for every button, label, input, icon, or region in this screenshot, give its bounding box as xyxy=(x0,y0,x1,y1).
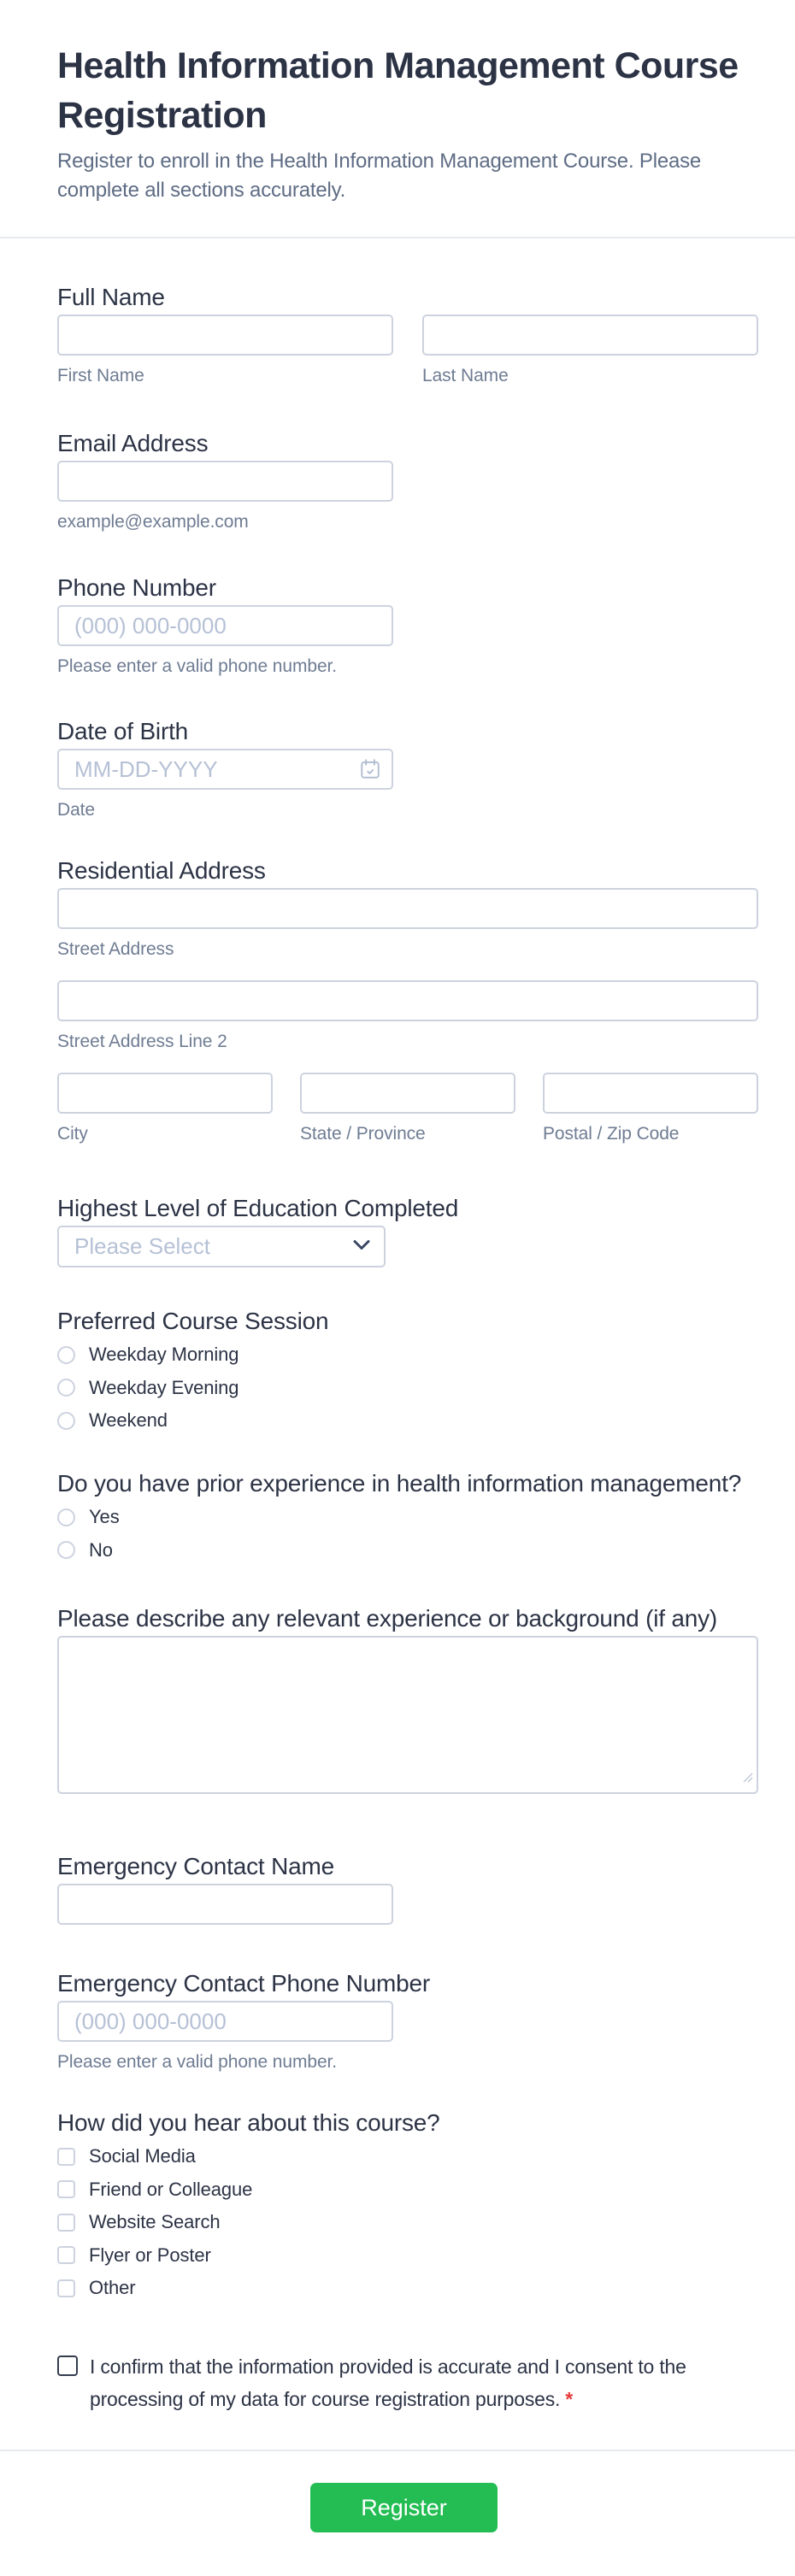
postal-sublabel: Postal / Zip Code xyxy=(543,1124,680,1144)
consent-checkbox[interactable] xyxy=(57,2355,78,2376)
street-address-input[interactable] xyxy=(57,888,758,929)
experience-label: Do you have prior experience in health information management? xyxy=(57,1470,742,1497)
consent-text: I confirm that the information provided is accurate and I consent to the processing of my data for course registration purposes. * xyxy=(90,2355,686,2410)
calendar-icon[interactable] xyxy=(359,758,381,785)
describe-label: Please describe any relevant experience or background (if any) xyxy=(57,1605,718,1632)
field-experience xyxy=(57,1468,758,1567)
field-emergency-name xyxy=(57,1851,758,1925)
email-label: Email Address xyxy=(57,430,209,456)
emergency-name-label: Emergency Contact Name xyxy=(57,1853,334,1879)
checkbox-option-other[interactable]: Other xyxy=(57,2272,758,2305)
street-address2-sublabel: Street Address Line 2 xyxy=(57,1032,227,1051)
checkbox-option-website-search[interactable]: Website Search xyxy=(57,2206,758,2239)
form-title: Health Information Management Course Registration xyxy=(57,45,739,136)
street-address2-input[interactable] xyxy=(57,980,758,1021)
radio-option-yes[interactable]: Yes xyxy=(57,1501,758,1534)
radio-icon[interactable] xyxy=(57,1541,75,1559)
emergency-name-input[interactable] xyxy=(57,1884,393,1925)
dob-sublabel: Date xyxy=(57,800,95,820)
checkbox-icon[interactable] xyxy=(57,2246,75,2264)
city-sublabel: City xyxy=(57,1124,88,1144)
radio-option-no[interactable]: No xyxy=(57,1534,758,1567)
email-sublabel: example@example.com xyxy=(57,512,249,532)
field-email xyxy=(57,428,758,532)
phone-input[interactable] xyxy=(57,605,393,646)
field-phone xyxy=(57,573,758,677)
state-sublabel: State / Province xyxy=(300,1124,426,1144)
email-input[interactable] xyxy=(57,461,393,502)
full-name-label: Full Name xyxy=(57,284,165,310)
field-session xyxy=(57,1306,758,1438)
city-input[interactable] xyxy=(57,1073,273,1114)
education-select-value: Please Select xyxy=(74,1233,210,1259)
form-subtitle: Register to enroll in the Health Information Management Course. Please complete all sections accurately. xyxy=(57,150,702,202)
education-label: Highest Level of Education Completed xyxy=(57,1195,459,1221)
field-full-name xyxy=(57,282,758,386)
emergency-phone-sublabel: Please enter a valid phone number. xyxy=(57,2052,337,2072)
dob-label: Date of Birth xyxy=(57,718,189,744)
radio-option-weekend[interactable]: Weekend xyxy=(57,1404,758,1438)
checkbox-option-flyer-or-poster[interactable]: Flyer or Poster xyxy=(57,2239,758,2273)
checkbox-icon[interactable] xyxy=(57,2279,75,2297)
education-select[interactable] xyxy=(57,1226,386,1267)
chevron-down-icon xyxy=(353,1239,370,1255)
checkbox-icon[interactable] xyxy=(57,2214,75,2232)
register-button[interactable]: Register xyxy=(310,2483,498,2532)
field-consent xyxy=(57,2350,707,2415)
experience-textarea[interactable] xyxy=(57,1636,758,1794)
field-referral xyxy=(57,2108,758,2305)
state-input[interactable] xyxy=(300,1073,515,1114)
required-asterisk: * xyxy=(565,2388,573,2410)
phone-sublabel: Please enter a valid phone number. xyxy=(57,656,337,676)
emergency-phone-input[interactable] xyxy=(57,2001,393,2042)
radio-option-weekday-evening[interactable]: Weekday Evening xyxy=(57,1372,758,1405)
street-address-sublabel: Street Address xyxy=(57,939,174,959)
form-header xyxy=(57,41,784,205)
header-divider xyxy=(0,237,795,238)
first-name-input[interactable] xyxy=(57,315,393,356)
resize-handle-icon[interactable] xyxy=(743,1772,753,1787)
radio-icon[interactable] xyxy=(57,1379,75,1397)
referral-label: How did you hear about this course? xyxy=(57,2109,440,2136)
emergency-phone-label: Emergency Contact Phone Number xyxy=(57,1970,430,1997)
checkbox-option-friend-or-colleague[interactable]: Friend or Colleague xyxy=(57,2173,758,2207)
last-name-sublabel: Last Name xyxy=(422,366,509,385)
radio-icon[interactable] xyxy=(57,1412,75,1430)
footer-divider xyxy=(0,2450,795,2451)
first-name-sublabel: First Name xyxy=(57,366,144,385)
field-address xyxy=(57,856,758,1144)
checkbox-option-social-media[interactable]: Social Media xyxy=(57,2140,758,2173)
address-label: Residential Address xyxy=(57,857,266,884)
postal-input[interactable] xyxy=(543,1073,758,1114)
field-dob xyxy=(57,716,758,820)
field-education xyxy=(57,1193,758,1267)
last-name-input[interactable] xyxy=(422,315,758,356)
dob-input[interactable] xyxy=(57,749,393,790)
field-describe xyxy=(57,1603,758,1794)
field-emergency-phone xyxy=(57,1968,758,2073)
checkbox-icon[interactable] xyxy=(57,2148,75,2166)
phone-label: Phone Number xyxy=(57,574,216,601)
checkbox-icon[interactable] xyxy=(57,2180,75,2198)
radio-icon[interactable] xyxy=(57,1509,75,1526)
radio-option-weekday-morning[interactable]: Weekday Morning xyxy=(57,1338,758,1372)
radio-icon[interactable] xyxy=(57,1346,75,1364)
session-label: Preferred Course Session xyxy=(57,1308,329,1334)
